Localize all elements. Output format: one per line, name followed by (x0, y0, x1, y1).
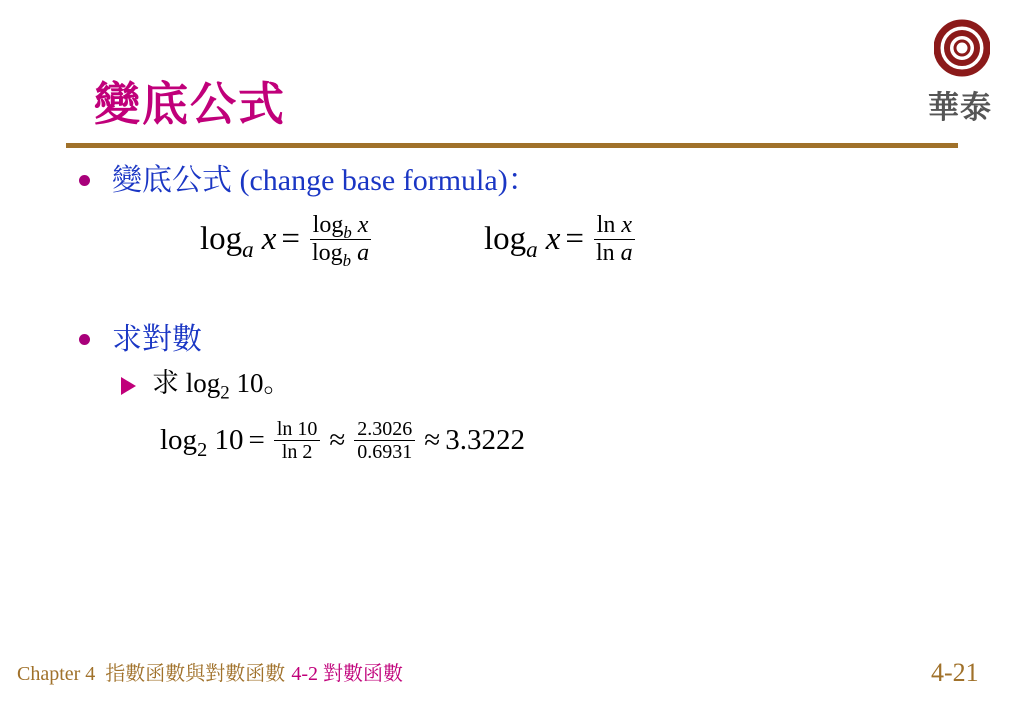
fraction-numerator: ln 10 (274, 418, 321, 441)
footer-chapter-info (17, 664, 403, 684)
footer-section: 4-2 對數函數 (291, 663, 403, 685)
fraction-denominator: 0.6931 (357, 441, 413, 464)
formula-change-base-ln (484, 212, 640, 267)
arrow-bullet-icon (121, 377, 136, 395)
formula-lhs-arg: x (261, 220, 277, 257)
formula-lhs-log: $\log_a$ (484, 220, 538, 262)
footer-chapter: Chapter 4 (17, 663, 96, 685)
page-number: 4-21 (931, 658, 979, 687)
computation-fraction-ln (274, 418, 321, 464)
formula-lhs-arg: x (545, 220, 561, 257)
bullet-find-log: 求對數 (112, 323, 202, 356)
formula-fraction (593, 212, 636, 267)
bullet-change-base-formula: 變底公式 (change base formula)： (112, 164, 538, 197)
formula-fraction (309, 212, 372, 270)
approx-sign: ≈ (329, 424, 346, 457)
fraction-denominator: ln a (596, 239, 633, 266)
computation-lhs: $\log_2 10$ (160, 424, 244, 462)
fraction-numerator: $\log_b x$ (310, 212, 372, 240)
fraction-denominator: $\log_b a$ (312, 239, 370, 270)
footer-chapter-title: 指數函數與對數函數 (105, 663, 286, 685)
equals-sign: = (248, 424, 265, 457)
title-divider (66, 143, 958, 148)
bullet-dot (79, 334, 90, 345)
equals-sign: = (565, 220, 584, 257)
computation-result: 3.3222 (445, 424, 525, 457)
bullet-dot (79, 175, 90, 186)
approx-sign: ≈ (424, 424, 441, 457)
computation-fraction-decimal (354, 418, 415, 464)
equals-sign: = (281, 220, 300, 257)
computation-formula (160, 418, 525, 464)
logo-text: 華泰 (928, 90, 992, 125)
fraction-numerator: ln x (594, 212, 635, 240)
logo-rings-icon (934, 18, 990, 78)
fraction-numerator: 2.3026 (354, 418, 415, 441)
company-logo (920, 18, 1000, 128)
fraction-denominator: ln 2 (281, 441, 313, 464)
formula-change-base-log (200, 212, 376, 270)
formula-lhs-log: $\log_a$ (200, 220, 254, 262)
sub-bullet-question: 求 $\log_2 10$。 (152, 368, 291, 404)
slide-title: 變底公式 (94, 79, 286, 130)
